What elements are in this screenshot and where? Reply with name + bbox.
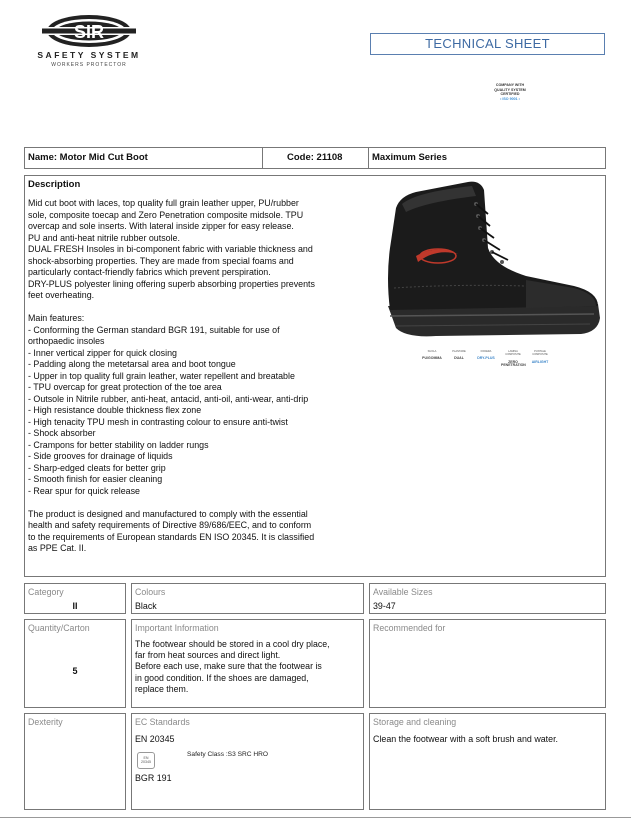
dexterity-cell — [24, 713, 126, 810]
tech-logo-toecap: PUNTALE COMPOSITE AIRLIGHT — [531, 350, 549, 364]
ec-standards-cell — [131, 713, 364, 810]
description-text: Mid cut boot with laces, top quality full grain leather upper, PU/rubber sole, composite toecap and Zero Penetration composite midsole. TPU overcap and sole inserts. With lateral inside zipper for easy release. PU and anti-heat nitrile rubber outsole. DUAL FRESH Insoles in bi-component fabric with variable thickness and shock-absorbing properties. They are made from special foams and particularly contact-friendly fabrics which prevent perspiration. DRY-PLUS polyester lining offering superb absorbing properties prevents feet overheating. Main features: - Conforming the German standard BGR 191, suitable for use of orthopaedic insoles - Inner vertical zipper for quick closing - Padding along the metetarsal area and boot tongue - Upper in top quality full grain leather, water repellent and breatable - TPU overcap for great protection of the toe area - Outsole in Nitrile rubber, anti-heat, antacid, anti-oil, anti-wear, anti-drip - High resistance double thickness flex zone - High tenacity TPU mesh in contrasting colour to ensure anti-twist - Shock absorber - Crampons for better stability on ladder rungs - Side grooves for drainage of liquids - Sharp-edged cleats for better grip - Smooth finish for easier cleaning - Rear spur for quick release The product is designed and manufactured to comply with the essential health and safety requirements of Directive 89/686/EEC, and to conform to the requirements of European standards EN ISO 20345. It is classified as PPE Cat. II. — [28, 198, 315, 553]
product-name-row — [24, 147, 606, 169]
technology-logos — [420, 350, 552, 376]
quantity-cell — [24, 619, 126, 708]
sizes-label: Available Sizes — [373, 587, 433, 597]
quantity-value: 5 — [72, 666, 78, 676]
logo-brand: SAFETY SYSTEM — [37, 50, 141, 60]
logo-mark: SIR — [73, 22, 105, 42]
cert-line-4: • ISO 9001 • — [500, 96, 520, 101]
storage-cell — [369, 713, 606, 810]
dexterity-label: Dexterity — [28, 717, 63, 727]
company-logo — [24, 12, 154, 72]
important-info-cell — [131, 619, 364, 708]
product-code: Code: 21108 — [263, 148, 369, 168]
important-info-text: The footwear should be stored in a cool dry place, far from heat sources and direct light. Before each use, make sure that the footwear is in good condition. If the shoes are damaged, replace them. — [135, 639, 330, 694]
safety-boot-image — [376, 178, 604, 343]
storage-label: Storage and cleaning — [373, 717, 457, 727]
cert-line-1: COMPANY WITH — [495, 83, 525, 87]
en-standard-badge-icon: EN 20345 — [137, 752, 155, 769]
sizes-value: 39-47 — [373, 601, 396, 611]
recommended-label: Recommended for — [373, 623, 446, 633]
cert-line-3: CERTIFIED — [500, 92, 520, 97]
safety-class: Safety Class :S3 SRC HRO — [187, 751, 268, 758]
colours-value: Black — [135, 601, 157, 611]
recommended-cell — [369, 619, 606, 708]
storage-value: Clean the footwear with a soft brush and water. — [373, 734, 559, 744]
page-bottom-divider — [0, 817, 631, 818]
cert-line-2: QUALITY SYSTEM — [494, 87, 526, 92]
product-name: Name: Motor Mid Cut Boot — [25, 148, 263, 168]
tech-logo-sole: SUOLA PU/GOMMA — [422, 350, 442, 361]
sir-oval-logo-icon — [24, 12, 154, 50]
category-value: II — [72, 601, 78, 611]
tech-logo-insole: PLANTARE DUAL — [452, 350, 466, 361]
important-info-label: Important Information — [135, 623, 219, 633]
document-title: TECHNICAL SHEET — [370, 33, 605, 55]
sizes-cell — [369, 583, 606, 614]
tech-logo-midsole: LAMINA COMPOSITE ZERO PENETRATION — [501, 350, 526, 368]
tech-logo-lining: FODERA DRY-PLUS — [477, 350, 495, 361]
boot-icon — [376, 178, 604, 343]
ec-standards-label: EC Standards — [135, 717, 190, 727]
description-title: Description — [28, 179, 81, 190]
category-label: Category — [28, 587, 64, 597]
product-series: Maximum Series — [372, 152, 447, 163]
colours-cell — [131, 583, 364, 614]
colours-label: Colours — [135, 587, 166, 597]
logo-tagline: WORKERS PROTECTOR — [51, 62, 127, 68]
category-cell — [24, 583, 126, 614]
quality-certified-badge-icon — [480, 83, 540, 101]
ec-standard-value: EN 20345 — [135, 734, 175, 744]
quantity-label: Quantity/Carton — [28, 623, 90, 633]
ec-extra-standard: BGR 191 — [135, 773, 172, 783]
